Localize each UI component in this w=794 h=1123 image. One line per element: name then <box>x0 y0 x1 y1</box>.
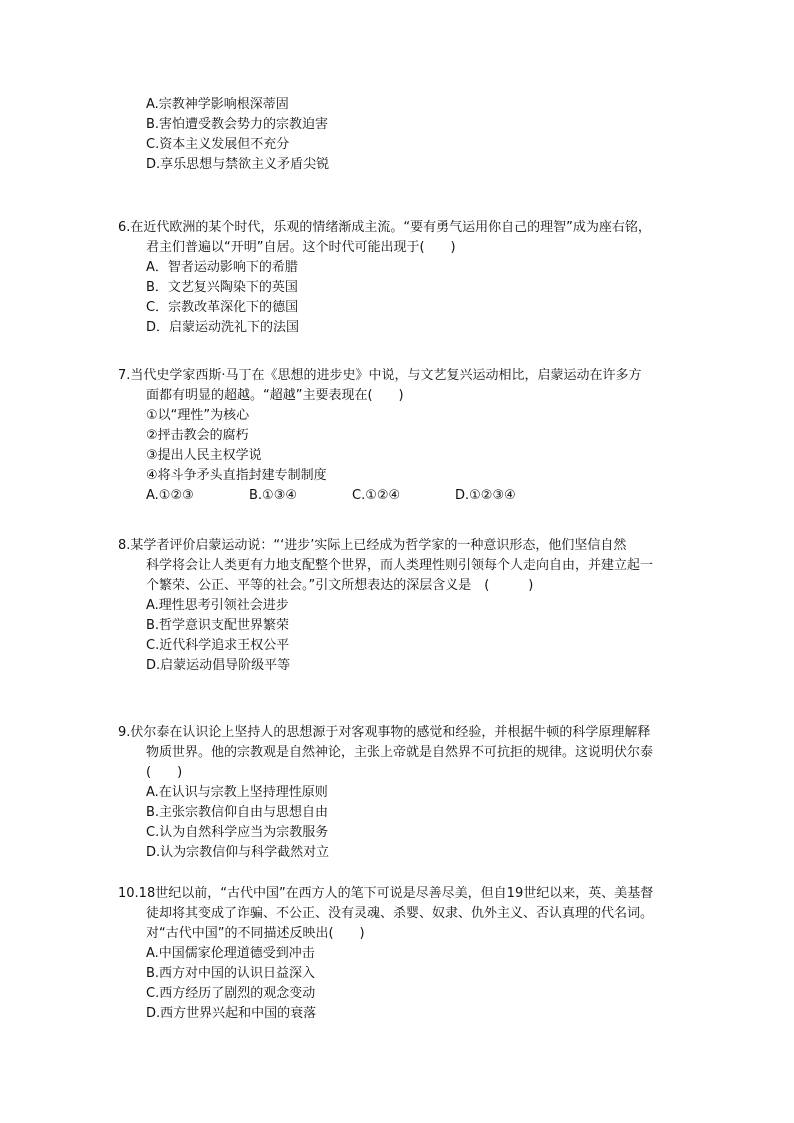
option-b: B.西方对中国的认识日益深入 <box>146 966 316 981</box>
option-c: C.认为自然科学应当为宗教服务 <box>146 825 329 840</box>
statement-1: ①以“理性”为核心 <box>146 408 250 423</box>
option-a: A.在认识与宗教上坚持理性原则 <box>146 785 328 800</box>
question-stem: 8.某学者评价启蒙运动说：“‘进步’实际上已经成为哲学家的一种意识形态，他们坚信自然 <box>118 538 627 553</box>
question-stem: 个繁荣、公正、平等的社会。”引文所想表达的深层含义是 ( ) <box>146 578 534 593</box>
question-stem: 面都有明显的超越。“超越”主要表现在( ) <box>146 388 404 403</box>
option-a: A.①②③ <box>146 488 194 503</box>
option-a: A.宗教神学影响根深蒂固 <box>146 97 289 112</box>
question-8 <box>118 536 698 676</box>
question-stem: 9.伏尔泰在认识论上坚持人的思想源于对客观事物的感觉和经验，并根据牛顿的科学原理解释 <box>118 725 651 740</box>
option-c: C.西方经历了剧烈的观念变动 <box>146 986 316 1001</box>
question-stem: 物质世界。他的宗教观是自然神论，主张上帝就是自然界不可抗拒的规律。这说明伏尔泰 <box>146 745 654 760</box>
question-stem: 7.当代史学家西斯·马丁在《思想的进步史》中说，与文艺复兴运动相比，启蒙运动在许多方 <box>118 368 642 383</box>
option-c: C．宗教改革深化下的德国 <box>146 300 299 315</box>
option-d: D.认为宗教信仰与科学截然对立 <box>146 845 330 860</box>
question-10 <box>118 884 698 1024</box>
question-7 <box>118 366 698 506</box>
statement-2: ②抨击教会的腐朽 <box>146 428 249 443</box>
option-a: A.理性思考引领社会进步 <box>146 598 289 613</box>
option-b: B．文艺复兴陶染下的英国 <box>146 280 298 295</box>
question-5-options <box>118 95 698 175</box>
option-a: A.中国儒家伦理道德受到冲击 <box>146 946 315 961</box>
question-stem: 10.18世纪以前，“古代中国”在西方人的笔下可说是尽善尽美，但自19世纪以来，英、美基督 <box>118 886 654 901</box>
option-d: D.①②③④ <box>455 488 516 503</box>
option-b: B.害怕遭受教会势力的宗教迫害 <box>146 117 329 132</box>
option-b: B.主张宗教信仰自由与思想自由 <box>146 805 329 820</box>
options-row <box>118 486 698 506</box>
statement-3: ③提出人民主权学说 <box>146 448 262 463</box>
question-stem: 对“古代中国”的不同描述反映出( ) <box>146 926 365 941</box>
option-c: C.近代科学追求王权公平 <box>146 638 290 653</box>
option-d: D.西方世界兴起和中国的衰落 <box>146 1006 317 1021</box>
option-c: C.资本主义发展但不充分 <box>146 137 290 152</box>
option-a: A．智者运动影响下的希腊 <box>146 260 298 275</box>
question-9 <box>118 723 698 863</box>
question-stem: 君主们普遍以“开明”自居。这个时代可能出现于( ) <box>146 240 456 255</box>
option-b: B.哲学意识支配世界繁荣 <box>146 618 290 633</box>
statement-4: ④将斗争矛头直指封建专制制度 <box>146 468 327 483</box>
question-stem: 6.在近代欧洲的某个时代，乐观的情绪渐成主流。“要有勇气运用你自己的理智”成为座右铭， <box>118 220 651 235</box>
option-d: D.启蒙运动倡导阶级平等 <box>146 658 291 673</box>
option-b: B.①③④ <box>249 488 298 503</box>
option-d: D．启蒙运动洗礼下的法国 <box>146 320 300 335</box>
question-6 <box>118 218 698 338</box>
question-stem: ( ) <box>146 765 183 780</box>
question-stem: 徒却将其变成了诈骗、不公正、没有灵魂、杀婴、奴隶、仇外主义、否认真理的代名词。 <box>146 906 654 921</box>
question-stem: 科学将会让人类更有力地支配整个世界，而人类理性则引领每个人走向自由，并建立起一 <box>146 558 654 573</box>
option-c: C.①②④ <box>352 488 401 503</box>
option-d: D.享乐思想与禁欲主义矛盾尖锐 <box>146 157 330 172</box>
